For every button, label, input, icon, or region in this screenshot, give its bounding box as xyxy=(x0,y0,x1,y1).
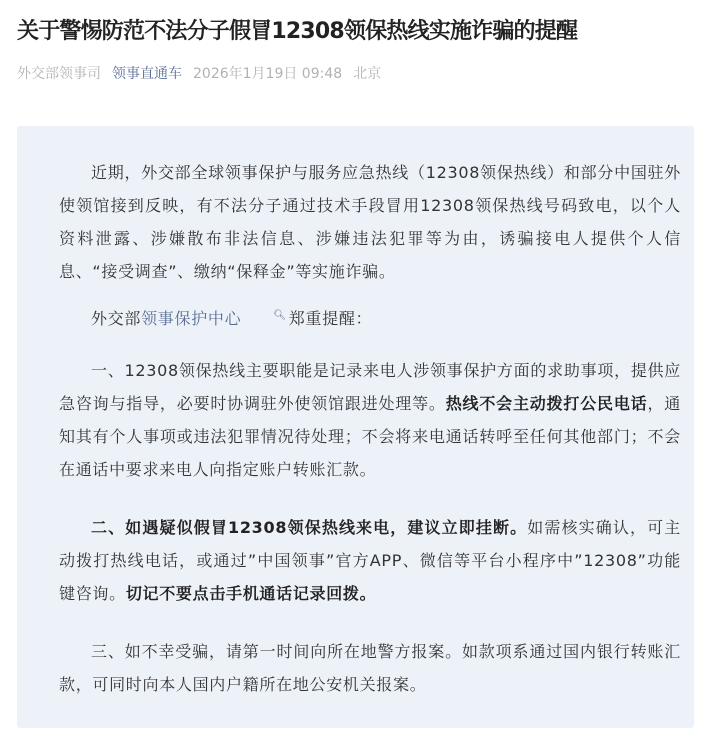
point-three-paragraph: 三、如不幸受骗，请第一时间向所在地警方报案。如款项系通过国内银行转账汇款，可同时向本人国内户籍所在地公安机关报案。 xyxy=(59,642,681,694)
publish-datetime: 2026年1月19日 09:48 xyxy=(193,66,343,82)
notice-suffix: 郑重提醒： xyxy=(288,309,373,328)
account-name-link[interactable]: 领事直通车 xyxy=(112,66,182,82)
point-one-text-a: 一、12308领保热线主要职能是记录来电人涉领事保护方面的求助事项，提供应急咨询与指导，必要时协调驻外使领馆跟进处理等。 xyxy=(59,361,681,413)
point-two-bold-b: 切记不要点击手机通话记录回拨。 xyxy=(125,584,377,603)
point-two-paragraph xyxy=(59,511,681,610)
article-meta xyxy=(17,64,392,84)
publish-location: 北京 xyxy=(353,66,382,82)
notice-prefix: 外交部 xyxy=(91,309,142,328)
point-one-paragraph xyxy=(59,354,681,486)
intro-paragraph: 近期，外交部全球领事保护与服务应急热线（12308领保热线）和部分中国驻外使领馆接到反映，有不法分子通过技术手段冒用12308领保热线号码致电，以个人资料泄露、涉嫌散布非法信息、涉嫌违法犯罪等为由，诱骗接电人提供个人信息、“接受调查”、缴纳“保释金”等实施诈骗。 xyxy=(59,163,681,281)
article-title: 关于警惕防范不法分子假冒12308领保热线实施诈骗的提醒 xyxy=(17,19,578,44)
notice-content-box xyxy=(17,126,694,728)
point-two-text: 如需核实确认，可主动拨打热线电话，或通过”中国领事”官方APP、微信等平台小程序中”12308”功能键咨询。 xyxy=(59,518,681,603)
article-author: 外交部领事司 xyxy=(17,66,101,82)
notice-paragraph xyxy=(59,302,681,335)
search-icon[interactable]: 🔍︎ xyxy=(273,309,287,321)
point-one-bold: 热线不会主动拨打公民电话 xyxy=(445,394,648,413)
point-two-bold-a: 二、如遇疑似假冒12308领保热线来电，建议立即挂断。 xyxy=(91,518,528,537)
point-one-text-b: ，通知其有个人事项或违法犯罪情况待处理；不会将来电通话转呼至任何其他部门；不会在通话中要求来电人向指定账户转账汇款。 xyxy=(59,394,681,479)
consular-protection-center-link[interactable]: 领事保护中心 xyxy=(141,309,242,328)
